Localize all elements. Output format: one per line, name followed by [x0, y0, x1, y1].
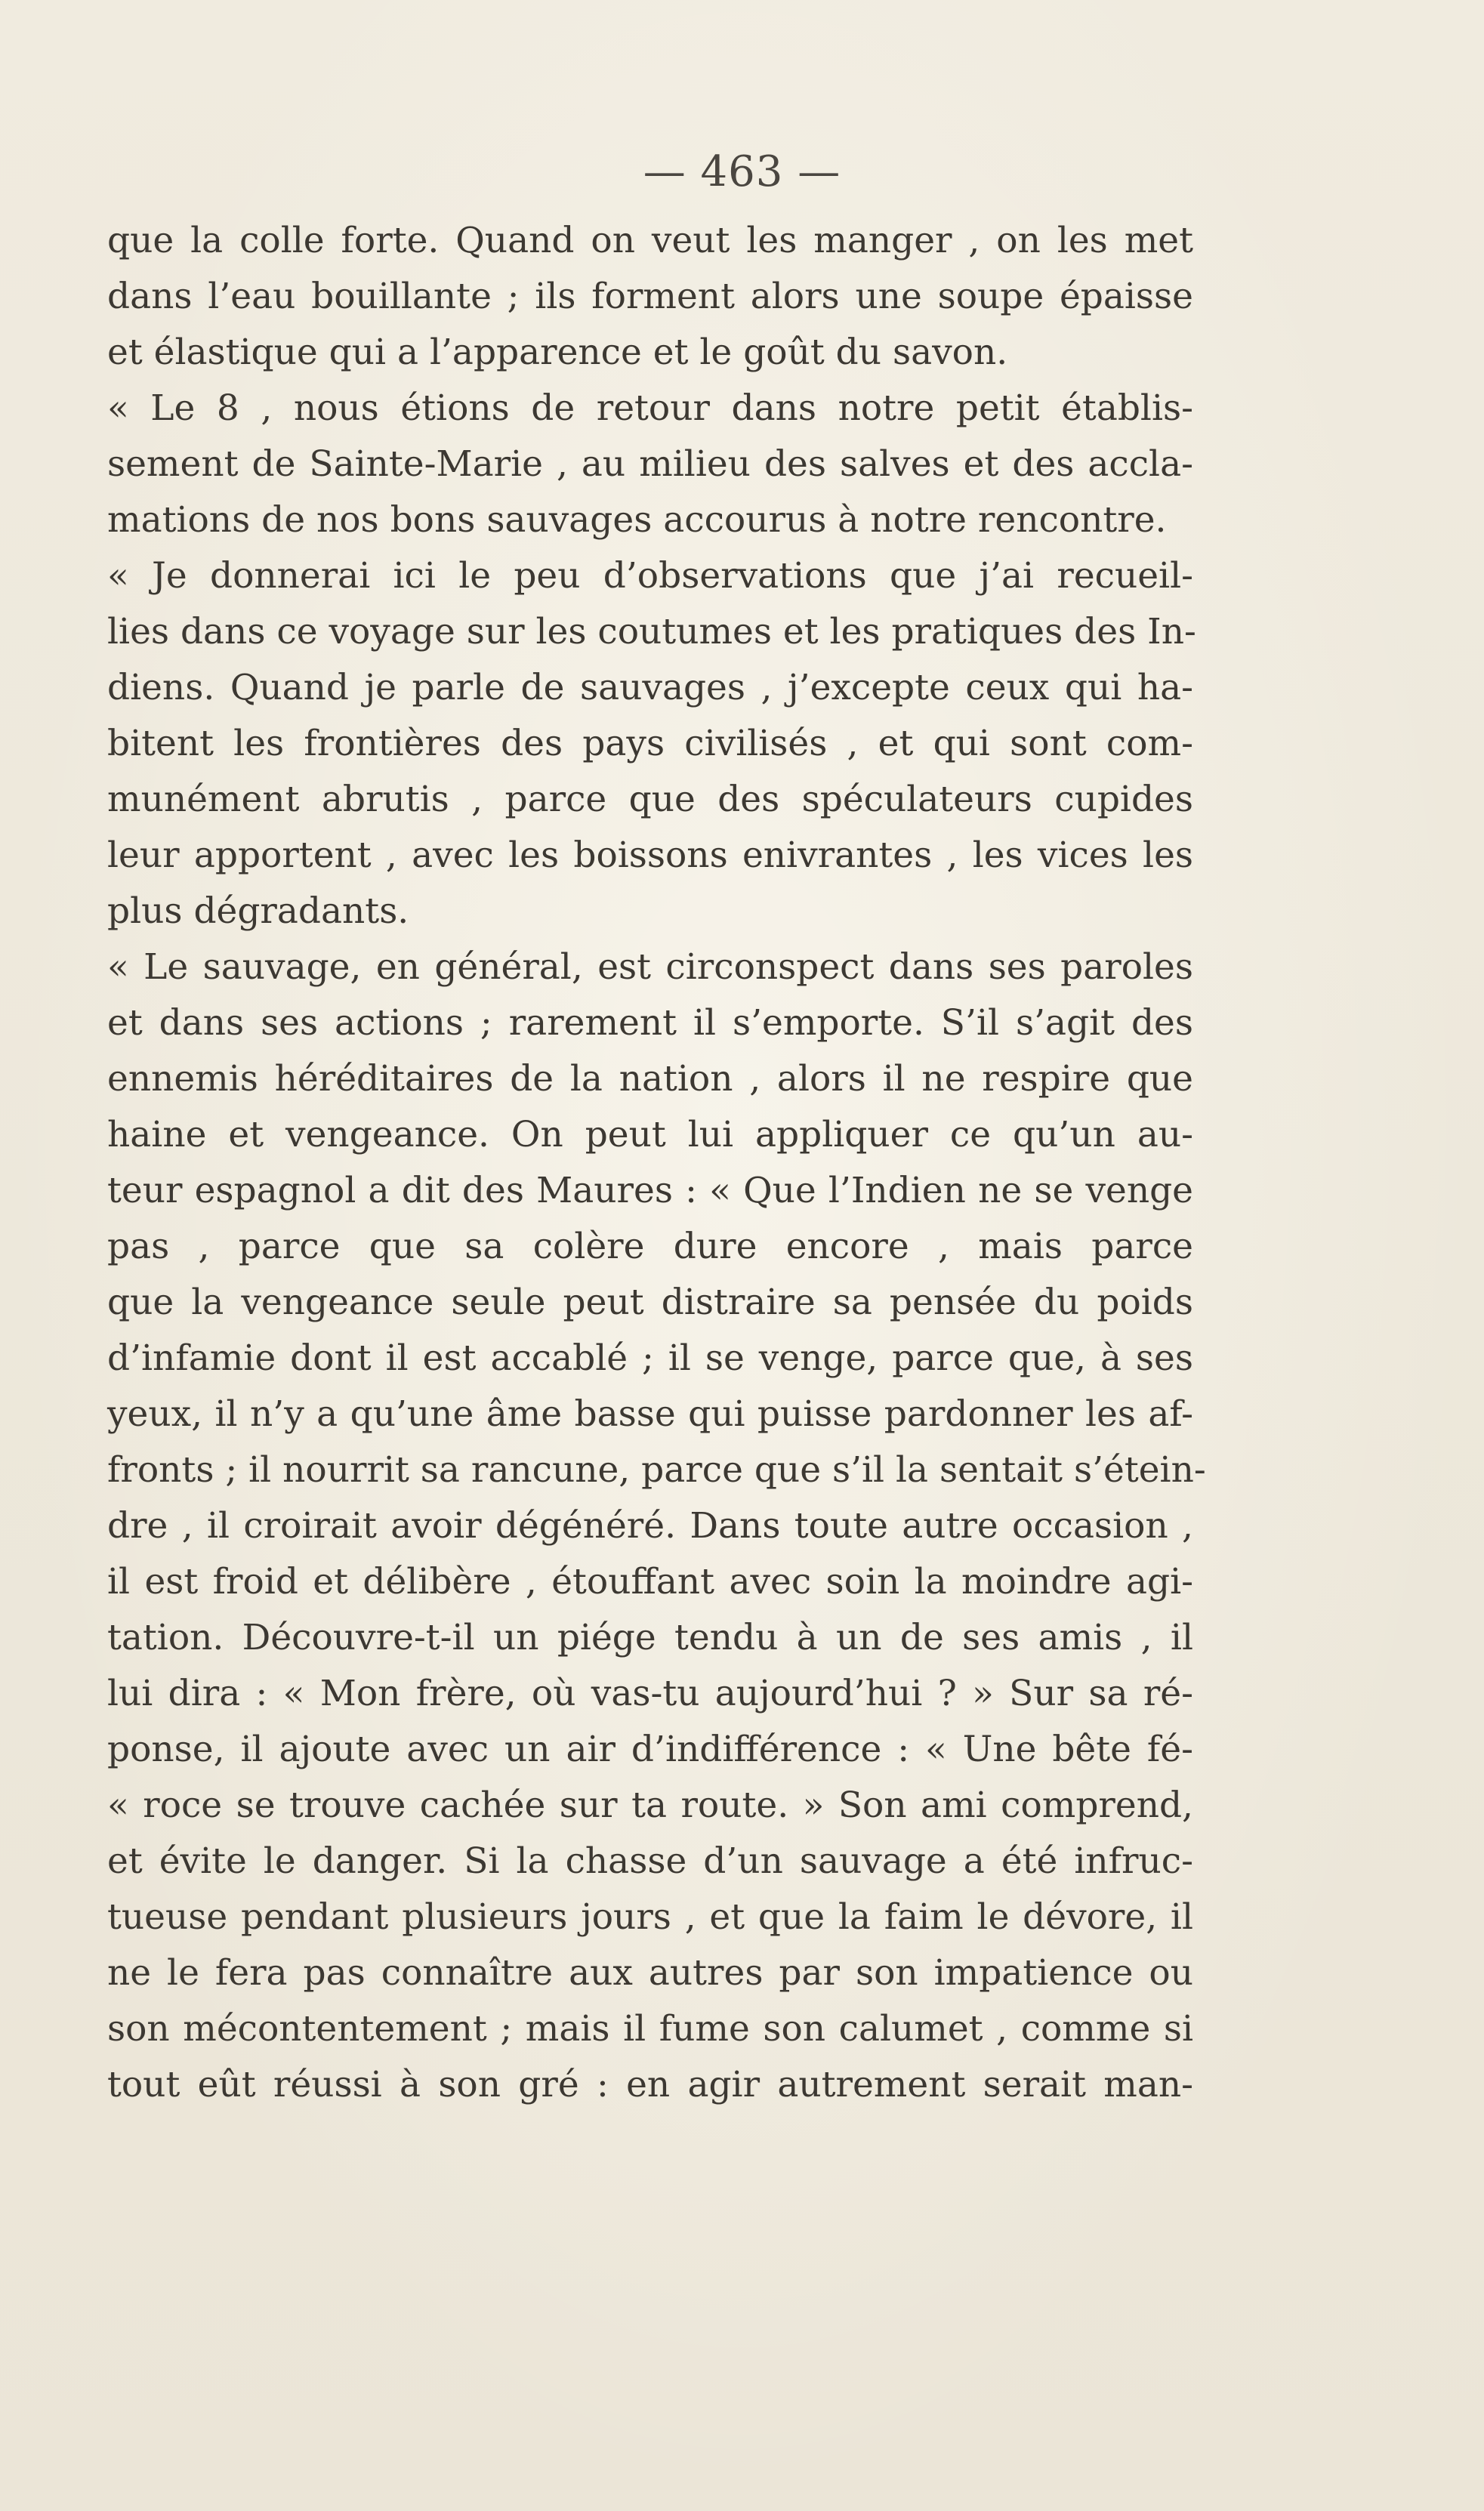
text-line: dre , il croirait avoir dégénéré. Dans toute autre occasion , — [107, 1505, 1193, 1547]
text-line: plus dégradants. — [107, 890, 409, 932]
text-line: d’infamie dont il est accablé ; il se venge, parce que, à ses — [107, 1337, 1193, 1379]
text-line: bitent les frontières des pays civilisés , et qui sont com- — [107, 723, 1193, 764]
text-line: dans l’eau bouillante ; ils forment alors une soupe épaisse — [107, 276, 1193, 317]
text-line: haine et vengeance. On peut lui appliquer ce qu’un au- — [107, 1114, 1193, 1155]
text-line: il est froid et délibère , étouffant avec soin la moindre agi- — [107, 1561, 1193, 1603]
page-number: — 463 — — [643, 147, 841, 196]
text-line: mations de nos bons sauvages accourus à notre rencontre. — [107, 499, 1167, 541]
text-line: diens. Quand je parle de sauvages , j’excepte ceux qui ha- — [107, 667, 1193, 708]
text-line: lies dans ce voyage sur les coutumes et les pratiques des In- — [107, 611, 1196, 652]
text-line: ne le fera pas connaître aux autres par son impatience ou — [107, 1952, 1193, 1994]
text-line: « Le sauvage, en général, est circonspect dans ses paroles — [107, 946, 1193, 988]
body-text — [107, 213, 1206, 2113]
text-line: tation. Découvre-t-il un piége tendu à un de ses amis , il — [107, 1617, 1193, 1658]
text-line: sement de Sainte-Marie , au milieu des salves et des accla- — [107, 443, 1193, 485]
text-line: que la colle forte. Quand on veut les manger , on les met — [107, 220, 1193, 261]
text-line: lui dira : « Mon frère, où vas-tu aujourd’hui ? » Sur sa ré- — [107, 1673, 1193, 1714]
text-line: et élastique qui a l’apparence et le goût du savon. — [107, 332, 1008, 373]
text-line: leur apportent , avec les boissons enivrantes , les vices les — [107, 834, 1193, 876]
text-line: munément abrutis , parce que des spéculateurs cupides — [107, 779, 1193, 820]
text-line: « roce se trouve cachée sur ta route. » Son ami comprend, — [107, 1785, 1193, 1826]
text-line: fronts ; il nourrit sa rancune, parce que s’il la sentait s’étein- — [107, 1449, 1206, 1491]
text-line: yeux, il n’y a qu’une âme basse qui puisse pardonner les af- — [107, 1393, 1193, 1435]
text-line: tout eût réussi à son gré : en agir autrement serait man- — [107, 2064, 1193, 2105]
text-line: et évite le danger. Si la chasse d’un sauvage a été infruc- — [107, 1840, 1193, 1882]
text-line: tueuse pendant plusieurs jours , et que la faim le dévore, il — [107, 1896, 1193, 1938]
text-line: « Je donnerai ici le peu d’observations que j’ai recueil- — [107, 555, 1193, 597]
text-line: et dans ses actions ; rarement il s’emporte. S’il s’agit des — [107, 1002, 1193, 1044]
text-line: teur espagnol a dit des Maures : « Que l’Indien ne se venge — [107, 1170, 1193, 1211]
text-line: pas , parce que sa colère dure encore , mais parce — [107, 1226, 1193, 1267]
text-line: que la vengeance seule peut distraire sa pensée du poids — [107, 1282, 1193, 1323]
text-line: ennemis héréditaires de la nation , alors il ne respire que — [107, 1058, 1193, 1100]
text-line: ponse, il ajoute avec un air d’indifférence : « Une bête fé- — [107, 1729, 1193, 1770]
text-line: son mécontentement ; mais il fume son calumet , comme si — [107, 2008, 1193, 2050]
text-line: « Le 8 , nous étions de retour dans notre petit établis- — [107, 387, 1193, 429]
